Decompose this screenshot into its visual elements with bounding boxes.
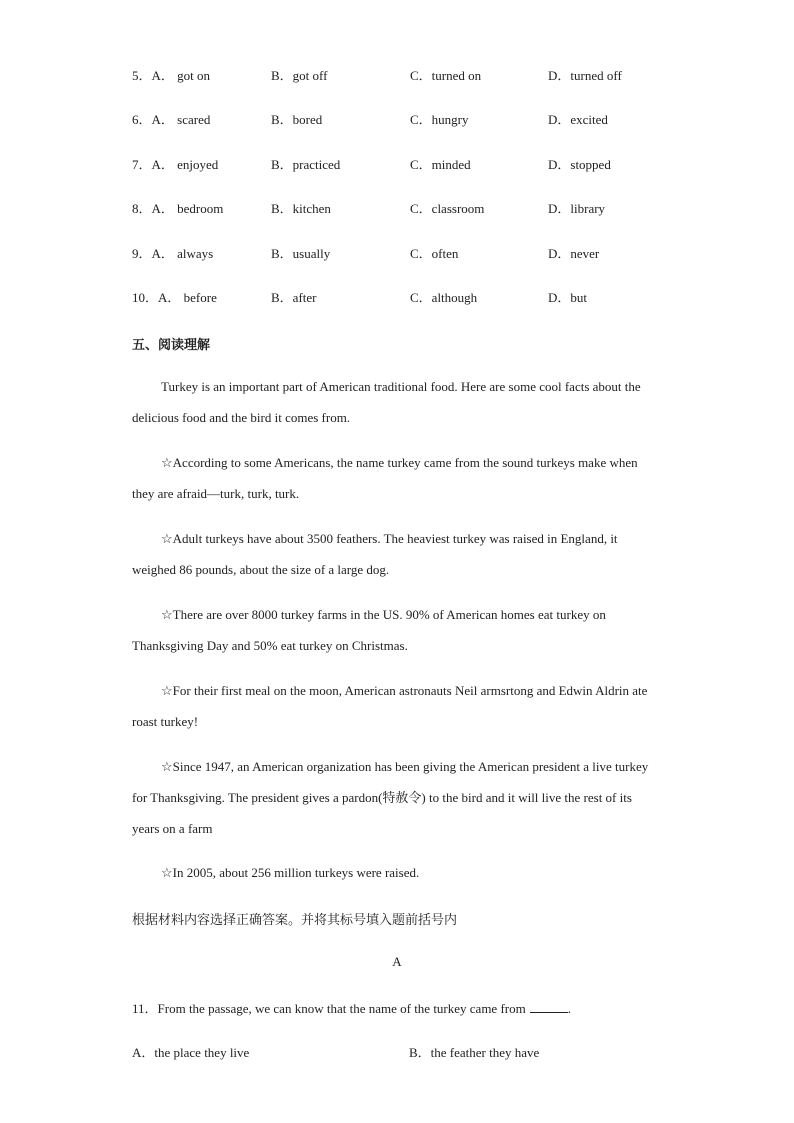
option-c: C．hungry [410,112,469,127]
option-c: C．although [410,290,478,305]
option-d: D．never [548,246,600,261]
question-11-options [132,1042,732,1062]
option-d: D．stopped [548,157,611,172]
option-a: 7．A． enjoyed [132,157,219,172]
instruction: 根据材料内容选择正确答案。并将其标号填入题前括号内 [132,913,458,928]
option-b: B．got off [271,68,328,83]
option-d: D．turned off [548,68,622,83]
answer-blank [530,1000,568,1013]
option-a: 5．A． got on [132,68,211,83]
option-a: 8．A． bedroom [132,201,224,216]
passage-fact-2: ☆Adult turkeys have about 3500 feathers. The heaviest turkey was raised in England, it weighed 86 pounds, about the size of a large dog. [132,531,618,577]
option-c: C．often [410,246,459,261]
option-a: 9．A． always [132,246,214,261]
option-c: C．classroom [410,201,485,216]
passage-fact-5: ☆Since 1947, an American organization has been giving the American president a live turkey for Thanksgiving. The president gives a pardon(特赦令) to the bird and it will live the rest of its years on a farm [132,759,649,836]
passage-intro: Turkey is an important part of American traditional food. Here are some cool facts about the delicious food and the bird it comes from. [132,379,641,425]
option-d: D．library [548,201,606,216]
option-b: B．bored [271,112,323,127]
part-label: A [392,954,402,969]
option-d: D．but [548,290,588,305]
question-11-stem: 11．From the passage, we can know that the name of the turkey came from . [132,1001,571,1016]
passage-fact-3: ☆There are over 8000 turkey farms in the US. 90% of American homes eat turkey on Thanksgiving Day and 50% eat turkey on Christmas. [132,607,606,653]
section-heading: 五、阅读理解 [132,338,211,353]
option-b: B．the feather they have [409,1045,540,1060]
option-a: 6．A． scared [132,112,211,127]
passage-fact-6: ☆In 2005, about 256 million turkeys were raised. [161,865,420,880]
option-b: B．practiced [271,157,341,172]
option-c: C．minded [410,157,471,172]
option-b: B．kitchen [271,201,331,216]
option-b: B．after [271,290,317,305]
option-a: 10．A． before [132,290,217,305]
option-d: D．excited [548,112,608,127]
option-b: B．usually [271,246,331,261]
passage-fact-1: ☆According to some Americans, the name turkey came from the sound turkeys make when they are afraid—turk, turk, turk. [132,455,638,501]
option-c: C．turned on [410,68,482,83]
passage-fact-4: ☆For their first meal on the moon, American astronauts Neil armsrtong and Edwin Aldrin ate roast turkey! [132,683,648,729]
option-a: A．the place they live [132,1045,250,1060]
